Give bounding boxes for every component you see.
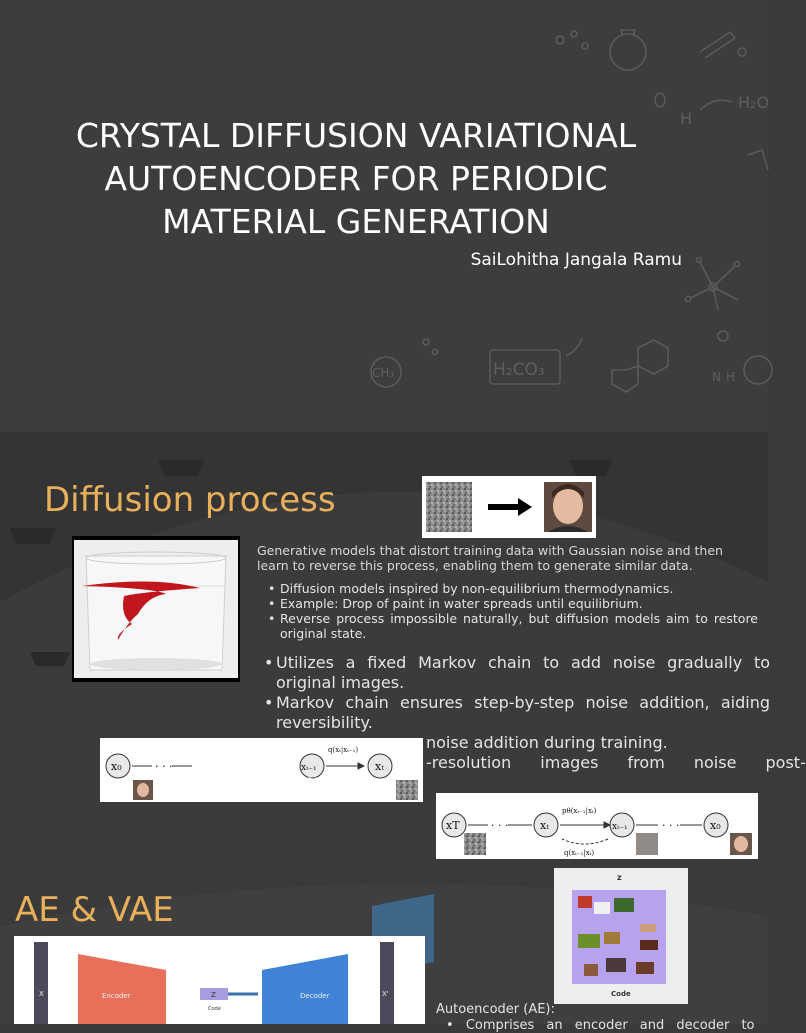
node-label-xt-1: xₜ₋₁: [301, 763, 317, 773]
main-bullet-1: • Utilizes a fixed Markov chain to add noise gradually to original images.: [264, 653, 770, 693]
face-image: [544, 482, 592, 532]
ae-vae-slide: [0, 866, 768, 1033]
title-line-2: AUTOENCODER FOR PERIODIC: [104, 159, 608, 198]
main-bullet-4-fragment: -resolution images from noise post-: [426, 753, 806, 772]
decoder-label: Decoder: [300, 992, 330, 1000]
title-line-3: MATERIAL GENERATION: [162, 202, 550, 241]
overlap-text-fragment: ini: [300, 772, 318, 790]
forward-diffusion-diagram: [100, 738, 423, 802]
doodle-label-ch3: CH₃: [372, 366, 395, 380]
autoencoder-bullet: •: [446, 1018, 466, 1033]
doodle-label-h2o: H₂O: [738, 93, 770, 112]
diffusion-sub-bullets: [268, 581, 758, 641]
sub-bullet-3: • Reverse process impossible naturally, but diffusion models aim to restore original state.: [268, 611, 758, 641]
noise-image: [426, 482, 472, 532]
node-label-xt-1-rev: xₜ₋₁: [612, 822, 628, 832]
output-label: X': [382, 990, 389, 998]
presentation-title: [40, 114, 672, 243]
latent-code-image: [554, 868, 688, 1004]
doodle-label-n: N: [712, 370, 721, 384]
main-bullet-2: • Markov chain ensures step-by-step noise addition, aiding reversibility.: [264, 693, 770, 733]
title-line-1: CRYSTAL DIFFUSION VARIATIONAL: [75, 116, 637, 155]
encoder-block: [78, 954, 166, 1024]
doodle-label-h: H: [680, 109, 693, 128]
sub-bullet-1: • Diffusion models inspired by non-equilibrium thermodynamics.: [268, 581, 758, 596]
node-label-xt-rev: xₜ: [540, 819, 549, 832]
diagram2-noise-thumb: [464, 833, 486, 855]
diagram2-face-thumb: [730, 833, 752, 855]
latent-header: z: [617, 873, 622, 882]
latent-code-label: Code: [611, 990, 631, 998]
svg-text:· · ·: · · ·: [662, 819, 680, 832]
main-bullet-3-fragment: noise addition during training.: [426, 733, 668, 752]
diagram1-face-thumb: [133, 780, 153, 800]
title-slide: [0, 0, 768, 432]
sub-bullet-2: • Example: Drop of paint in water spreads until equilibrium.: [268, 596, 758, 611]
doodle-label-h-2: H: [726, 370, 736, 384]
node-label-x0: x₀: [111, 760, 122, 773]
doodle-label-h2co3: H₂CO₃: [493, 360, 545, 380]
diagram2-partial-thumb: [636, 833, 658, 855]
code-block-caption: Code: [208, 1006, 221, 1012]
svg-text:· · ·: · · ·: [491, 819, 509, 832]
autoencoder-label: Autoencoder (AE):: [436, 1002, 555, 1017]
autoencoder-text: Comprises an encoder and decoder to: [465, 1018, 755, 1033]
diffusion-intro: Generative models that distort training data with Gaussian noise and then learn to reverse this process, enabling them to generate similar data.: [257, 543, 723, 573]
node-label-xt: xₜ: [375, 760, 384, 773]
slide-heading-ae-vae: AE & VAE: [15, 890, 174, 930]
encoder-label: Encoder: [102, 992, 131, 1000]
node-label-x0-rev: x₀: [710, 819, 721, 832]
autoencoder-diagram: [14, 936, 425, 1024]
code-block-label: Z: [211, 991, 216, 999]
author-name: SaiLohitha Jangala Ramu: [470, 250, 682, 270]
autoencoder-description: [446, 1018, 776, 1033]
input-label: X: [39, 990, 44, 998]
reverse-edge-label-top: pθ(xₜ₋₁|xₜ): [562, 807, 597, 815]
decoder-block: [262, 954, 348, 1024]
diffusion-slide: [0, 432, 806, 866]
reverse-diffusion-diagram: [436, 793, 758, 859]
slide-heading-diffusion: Diffusion process: [44, 480, 336, 520]
noise-to-face-image: [422, 476, 596, 538]
svg-text:· · ·: · · ·: [155, 760, 173, 773]
node-label-xT: xT: [446, 819, 460, 832]
ink-in-water-photo: [72, 536, 240, 682]
output-bar: [380, 942, 394, 1024]
input-bar: [34, 942, 48, 1024]
forward-edge-label: q(xₜ|xₜ₋₁): [328, 746, 359, 754]
diffusion-main-bullets: [264, 653, 770, 733]
reverse-edge-label-bottom: q(xₜ₋₁|xₜ): [564, 849, 595, 857]
